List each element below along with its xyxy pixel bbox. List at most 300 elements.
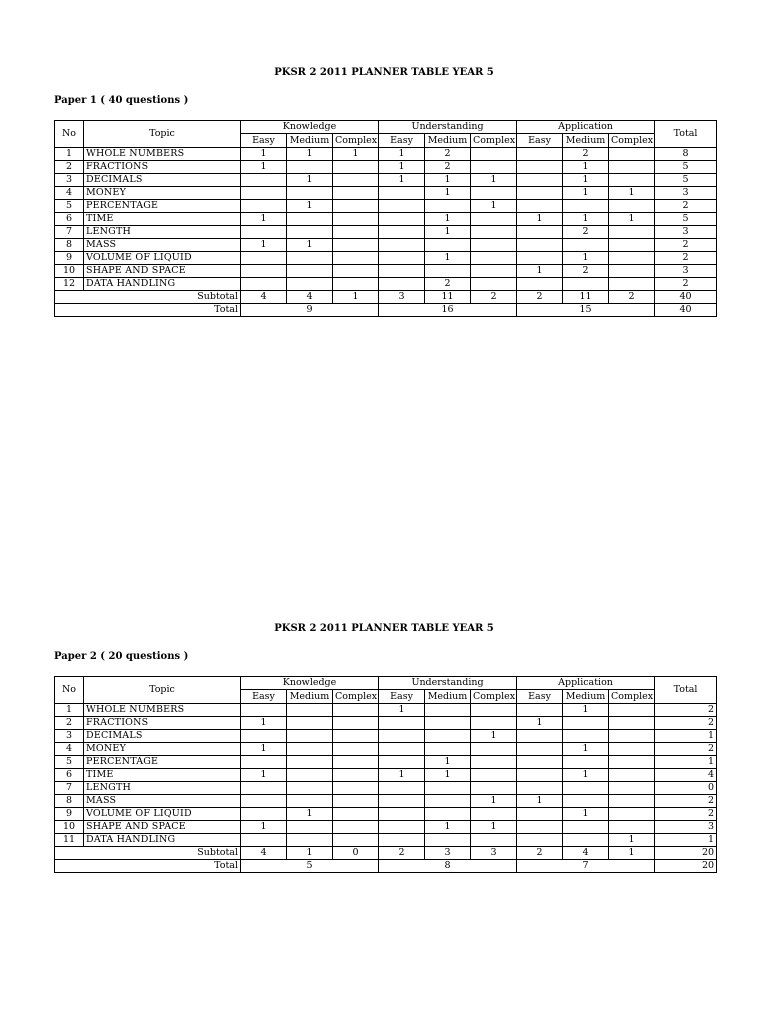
row-number: 7 (55, 782, 84, 795)
subtotal-cell: 1 (287, 847, 333, 860)
col-header-total: Total (655, 677, 717, 704)
row-cell (517, 704, 563, 717)
row-cell (609, 782, 655, 795)
row-cell (563, 717, 609, 730)
row-total: 0 (655, 782, 717, 795)
subtotal-cell: 2 (517, 847, 563, 860)
row-total: 5 (655, 161, 717, 174)
row-cell (241, 200, 287, 213)
row-cell: 1 (379, 161, 425, 174)
table-row (55, 730, 717, 743)
subtotal-cell: 11 (425, 291, 471, 304)
row-cell: 1 (241, 717, 287, 730)
row-cell (609, 821, 655, 834)
subtotal-label: Subtotal (55, 847, 241, 860)
row-cell (609, 148, 655, 161)
level-header: Complex (609, 134, 655, 148)
row-number: 10 (55, 821, 84, 834)
row-cell (471, 148, 517, 161)
row-cell (379, 278, 425, 291)
row-cell: 1 (425, 187, 471, 200)
row-cell (609, 200, 655, 213)
row-cell (241, 226, 287, 239)
table-row (55, 187, 717, 200)
row-number: 11 (55, 834, 84, 847)
row-cell (425, 808, 471, 821)
row-cell (517, 834, 563, 847)
row-cell (517, 148, 563, 161)
row-cell (333, 743, 379, 756)
row-number: 5 (55, 200, 84, 213)
row-cell: 1 (471, 730, 517, 743)
paper-2-section (0, 622, 768, 871)
group-header-understanding: Understanding (379, 121, 517, 134)
row-cell: 1 (517, 795, 563, 808)
row-topic: TIME (84, 213, 241, 226)
row-cell: 1 (425, 213, 471, 226)
row-cell: 1 (241, 213, 287, 226)
row-cell: 1 (241, 743, 287, 756)
table-row (55, 834, 717, 847)
row-cell: 1 (609, 834, 655, 847)
row-cell (609, 704, 655, 717)
row-cell (333, 717, 379, 730)
header-row-groups (55, 677, 717, 690)
row-total: 3 (655, 821, 717, 834)
subtotal-total: 20 (655, 847, 717, 860)
table-row (55, 704, 717, 717)
row-cell (471, 743, 517, 756)
row-cell: 1 (425, 821, 471, 834)
col-header-total: Total (655, 121, 717, 148)
row-cell: 1 (287, 239, 333, 252)
row-cell (287, 717, 333, 730)
row-cell: 1 (517, 213, 563, 226)
row-cell (379, 730, 425, 743)
row-cell (241, 704, 287, 717)
row-cell: 1 (563, 704, 609, 717)
row-cell (333, 821, 379, 834)
row-cell (379, 821, 425, 834)
row-total: 1 (655, 834, 717, 847)
row-cell (517, 730, 563, 743)
row-cell (471, 161, 517, 174)
subtotal-cell: 2 (379, 847, 425, 860)
row-cell (609, 161, 655, 174)
row-cell (471, 717, 517, 730)
row-cell (333, 756, 379, 769)
row-cell (287, 187, 333, 200)
row-cell (425, 834, 471, 847)
row-cell (241, 265, 287, 278)
row-cell: 1 (471, 821, 517, 834)
row-total: 1 (655, 756, 717, 769)
row-cell (333, 834, 379, 847)
table-row (55, 161, 717, 174)
row-cell: 2 (425, 148, 471, 161)
col-header-topic: Topic (84, 121, 241, 148)
grand-total-label: Total (55, 860, 241, 873)
header-row-groups (55, 121, 717, 134)
subtotal-cell: 4 (563, 847, 609, 860)
row-cell: 1 (379, 704, 425, 717)
row-cell (517, 756, 563, 769)
row-cell: 2 (425, 161, 471, 174)
grand-total-value: 40 (655, 304, 717, 317)
row-cell (471, 278, 517, 291)
row-cell (287, 161, 333, 174)
row-topic: TIME (84, 769, 241, 782)
grand-total-group: 15 (517, 304, 655, 317)
table-row (55, 239, 717, 252)
level-header: Complex (333, 134, 379, 148)
table-row (55, 769, 717, 782)
row-cell (333, 769, 379, 782)
table-row (55, 782, 717, 795)
row-cell (333, 278, 379, 291)
row-cell (609, 730, 655, 743)
row-cell (287, 795, 333, 808)
row-cell (609, 756, 655, 769)
row-cell (287, 704, 333, 717)
row-number: 9 (55, 808, 84, 821)
row-cell (287, 278, 333, 291)
group-header-understanding: Understanding (379, 677, 517, 690)
row-cell (379, 717, 425, 730)
group-header-application: Application (517, 677, 655, 690)
row-cell (287, 782, 333, 795)
row-cell (609, 795, 655, 808)
level-header: Medium (287, 134, 333, 148)
row-total: 8 (655, 148, 717, 161)
row-cell: 1 (517, 265, 563, 278)
row-total: 4 (655, 769, 717, 782)
row-cell: 1 (241, 161, 287, 174)
row-cell: 1 (425, 252, 471, 265)
row-number: 8 (55, 795, 84, 808)
row-cell (379, 265, 425, 278)
row-cell (517, 808, 563, 821)
row-cell (241, 795, 287, 808)
row-cell (425, 795, 471, 808)
row-total: 2 (655, 704, 717, 717)
subtotal-total: 40 (655, 291, 717, 304)
row-cell (517, 769, 563, 782)
row-number: 7 (55, 226, 84, 239)
row-cell: 2 (563, 265, 609, 278)
row-cell (471, 756, 517, 769)
row-cell (425, 239, 471, 252)
row-total: 2 (655, 278, 717, 291)
row-cell (609, 278, 655, 291)
row-topic: LENGTH (84, 226, 241, 239)
table-row (55, 265, 717, 278)
level-header: Easy (241, 690, 287, 704)
row-topic: WHOLE NUMBERS (84, 704, 241, 717)
row-cell (379, 252, 425, 265)
row-cell (517, 743, 563, 756)
row-cell (563, 821, 609, 834)
level-header: Complex (471, 690, 517, 704)
table-row (55, 213, 717, 226)
row-cell (333, 808, 379, 821)
level-header: Medium (563, 134, 609, 148)
row-cell (563, 278, 609, 291)
col-header-topic: Topic (84, 677, 241, 704)
row-number: 5 (55, 756, 84, 769)
row-number: 2 (55, 161, 84, 174)
grand-total-row (55, 304, 717, 317)
row-cell: 2 (563, 148, 609, 161)
row-total: 2 (655, 239, 717, 252)
row-cell (471, 252, 517, 265)
row-cell: 1 (471, 795, 517, 808)
row-number: 2 (55, 717, 84, 730)
row-cell (333, 213, 379, 226)
row-cell: 1 (287, 200, 333, 213)
row-cell (379, 239, 425, 252)
row-topic: FRACTIONS (84, 161, 241, 174)
row-total: 2 (655, 717, 717, 730)
row-cell (517, 200, 563, 213)
row-cell (563, 200, 609, 213)
row-cell (563, 834, 609, 847)
subtotal-label: Subtotal (55, 291, 241, 304)
row-number: 12 (55, 278, 84, 291)
row-cell (379, 187, 425, 200)
row-cell (517, 821, 563, 834)
row-number: 3 (55, 174, 84, 187)
page-title: PKSR 2 2011 PLANNER TABLE YEAR 5 (274, 623, 494, 634)
row-cell: 1 (563, 808, 609, 821)
row-cell (471, 226, 517, 239)
row-topic: WHOLE NUMBERS (84, 148, 241, 161)
table-row (55, 795, 717, 808)
row-cell (609, 239, 655, 252)
row-cell (287, 226, 333, 239)
row-cell (333, 795, 379, 808)
row-cell (563, 730, 609, 743)
row-cell (517, 226, 563, 239)
table-row (55, 226, 717, 239)
row-topic: SHAPE AND SPACE (84, 821, 241, 834)
level-header: Easy (241, 134, 287, 148)
row-cell: 1 (563, 252, 609, 265)
level-header: Complex (609, 690, 655, 704)
row-cell: 1 (471, 200, 517, 213)
row-cell (471, 834, 517, 847)
row-cell (425, 717, 471, 730)
row-cell (517, 278, 563, 291)
row-cell (333, 200, 379, 213)
row-cell (471, 769, 517, 782)
row-cell (471, 808, 517, 821)
row-total: 3 (655, 226, 717, 239)
row-number: 9 (55, 252, 84, 265)
subtotal-cell: 4 (287, 291, 333, 304)
row-cell (241, 252, 287, 265)
row-total: 2 (655, 808, 717, 821)
row-cell (379, 795, 425, 808)
row-topic: MONEY (84, 743, 241, 756)
subtotal-cell: 11 (563, 291, 609, 304)
row-topic: SHAPE AND SPACE (84, 265, 241, 278)
row-cell (241, 730, 287, 743)
subtotal-cell: 1 (609, 847, 655, 860)
grand-total-group: 16 (379, 304, 517, 317)
row-cell (471, 782, 517, 795)
table-row (55, 821, 717, 834)
row-cell (425, 730, 471, 743)
row-cell (471, 704, 517, 717)
row-cell (609, 717, 655, 730)
level-header: Medium (425, 690, 471, 704)
row-cell (563, 795, 609, 808)
row-cell (379, 226, 425, 239)
row-number: 1 (55, 148, 84, 161)
subtotal-row (55, 847, 717, 860)
row-number: 6 (55, 213, 84, 226)
row-cell (241, 834, 287, 847)
row-topic: MASS (84, 239, 241, 252)
row-cell (287, 213, 333, 226)
row-cell (379, 808, 425, 821)
row-topic: DATA HANDLING (84, 834, 241, 847)
subtotal-cell: 0 (333, 847, 379, 860)
row-cell (517, 239, 563, 252)
row-total: 5 (655, 174, 717, 187)
row-cell (609, 226, 655, 239)
row-cell (517, 782, 563, 795)
row-cell (379, 834, 425, 847)
row-cell (241, 808, 287, 821)
subtotal-cell: 3 (425, 847, 471, 860)
grand-total-group: 8 (379, 860, 517, 873)
planner-table (54, 676, 717, 873)
row-cell (287, 730, 333, 743)
row-cell: 1 (563, 161, 609, 174)
row-cell (425, 265, 471, 278)
row-cell (333, 782, 379, 795)
paper-1-section (0, 66, 768, 315)
paper-subtitle: Paper 1 ( 40 questions ) (54, 95, 189, 106)
row-cell: 1 (425, 226, 471, 239)
row-cell (379, 743, 425, 756)
grand-total-row (55, 860, 717, 873)
row-number: 4 (55, 187, 84, 200)
subtotal-cell: 2 (517, 291, 563, 304)
row-number: 6 (55, 769, 84, 782)
row-topic: VOLUME OF LIQUID (84, 808, 241, 821)
row-cell (333, 174, 379, 187)
row-cell: 1 (471, 174, 517, 187)
group-header-knowledge: Knowledge (241, 121, 379, 134)
row-topic: PERCENTAGE (84, 200, 241, 213)
row-cell (517, 161, 563, 174)
planner-table (54, 120, 717, 317)
row-cell (333, 704, 379, 717)
grand-total-group: 7 (517, 860, 655, 873)
subtotal-cell: 3 (379, 291, 425, 304)
row-cell (241, 756, 287, 769)
row-number: 8 (55, 239, 84, 252)
row-cell: 1 (563, 213, 609, 226)
row-total: 3 (655, 265, 717, 278)
row-cell: 1 (379, 174, 425, 187)
row-cell: 1 (563, 769, 609, 782)
row-total: 1 (655, 730, 717, 743)
grand-total-value: 20 (655, 860, 717, 873)
row-cell: 2 (425, 278, 471, 291)
row-cell: 1 (241, 769, 287, 782)
row-total: 2 (655, 200, 717, 213)
row-cell (333, 226, 379, 239)
row-cell: 1 (241, 821, 287, 834)
row-cell: 1 (425, 756, 471, 769)
row-cell (287, 756, 333, 769)
row-cell: 2 (563, 226, 609, 239)
row-cell (609, 769, 655, 782)
paper-subtitle: Paper 2 ( 20 questions ) (54, 651, 189, 662)
subtotal-cell: 2 (471, 291, 517, 304)
row-cell (287, 743, 333, 756)
level-header: Medium (425, 134, 471, 148)
level-header: Complex (471, 134, 517, 148)
row-cell (333, 252, 379, 265)
row-cell (563, 782, 609, 795)
row-cell: 1 (287, 148, 333, 161)
level-header: Complex (333, 690, 379, 704)
row-cell (379, 782, 425, 795)
row-topic: DECIMALS (84, 174, 241, 187)
grand-total-group: 5 (241, 860, 379, 873)
subtotal-cell: 4 (241, 847, 287, 860)
row-number: 3 (55, 730, 84, 743)
row-cell: 1 (425, 769, 471, 782)
subtotal-cell: 1 (333, 291, 379, 304)
row-cell (609, 743, 655, 756)
row-total: 2 (655, 743, 717, 756)
row-total: 3 (655, 187, 717, 200)
row-cell (333, 161, 379, 174)
row-cell (425, 743, 471, 756)
row-total: 5 (655, 213, 717, 226)
row-cell (333, 187, 379, 200)
table-row (55, 174, 717, 187)
row-cell: 1 (563, 174, 609, 187)
row-number: 1 (55, 704, 84, 717)
row-topic: DATA HANDLING (84, 278, 241, 291)
col-header-no: No (55, 121, 84, 148)
grand-total-group: 9 (241, 304, 379, 317)
subtotal-row (55, 291, 717, 304)
row-cell (517, 187, 563, 200)
row-cell (379, 756, 425, 769)
level-header: Easy (517, 134, 563, 148)
row-cell (563, 239, 609, 252)
row-cell (609, 265, 655, 278)
row-cell: 1 (609, 187, 655, 200)
level-header: Easy (517, 690, 563, 704)
row-cell (241, 782, 287, 795)
row-cell (241, 278, 287, 291)
row-cell (425, 782, 471, 795)
row-cell (425, 704, 471, 717)
row-cell (241, 187, 287, 200)
table-row (55, 252, 717, 265)
row-cell (563, 756, 609, 769)
row-cell (287, 252, 333, 265)
